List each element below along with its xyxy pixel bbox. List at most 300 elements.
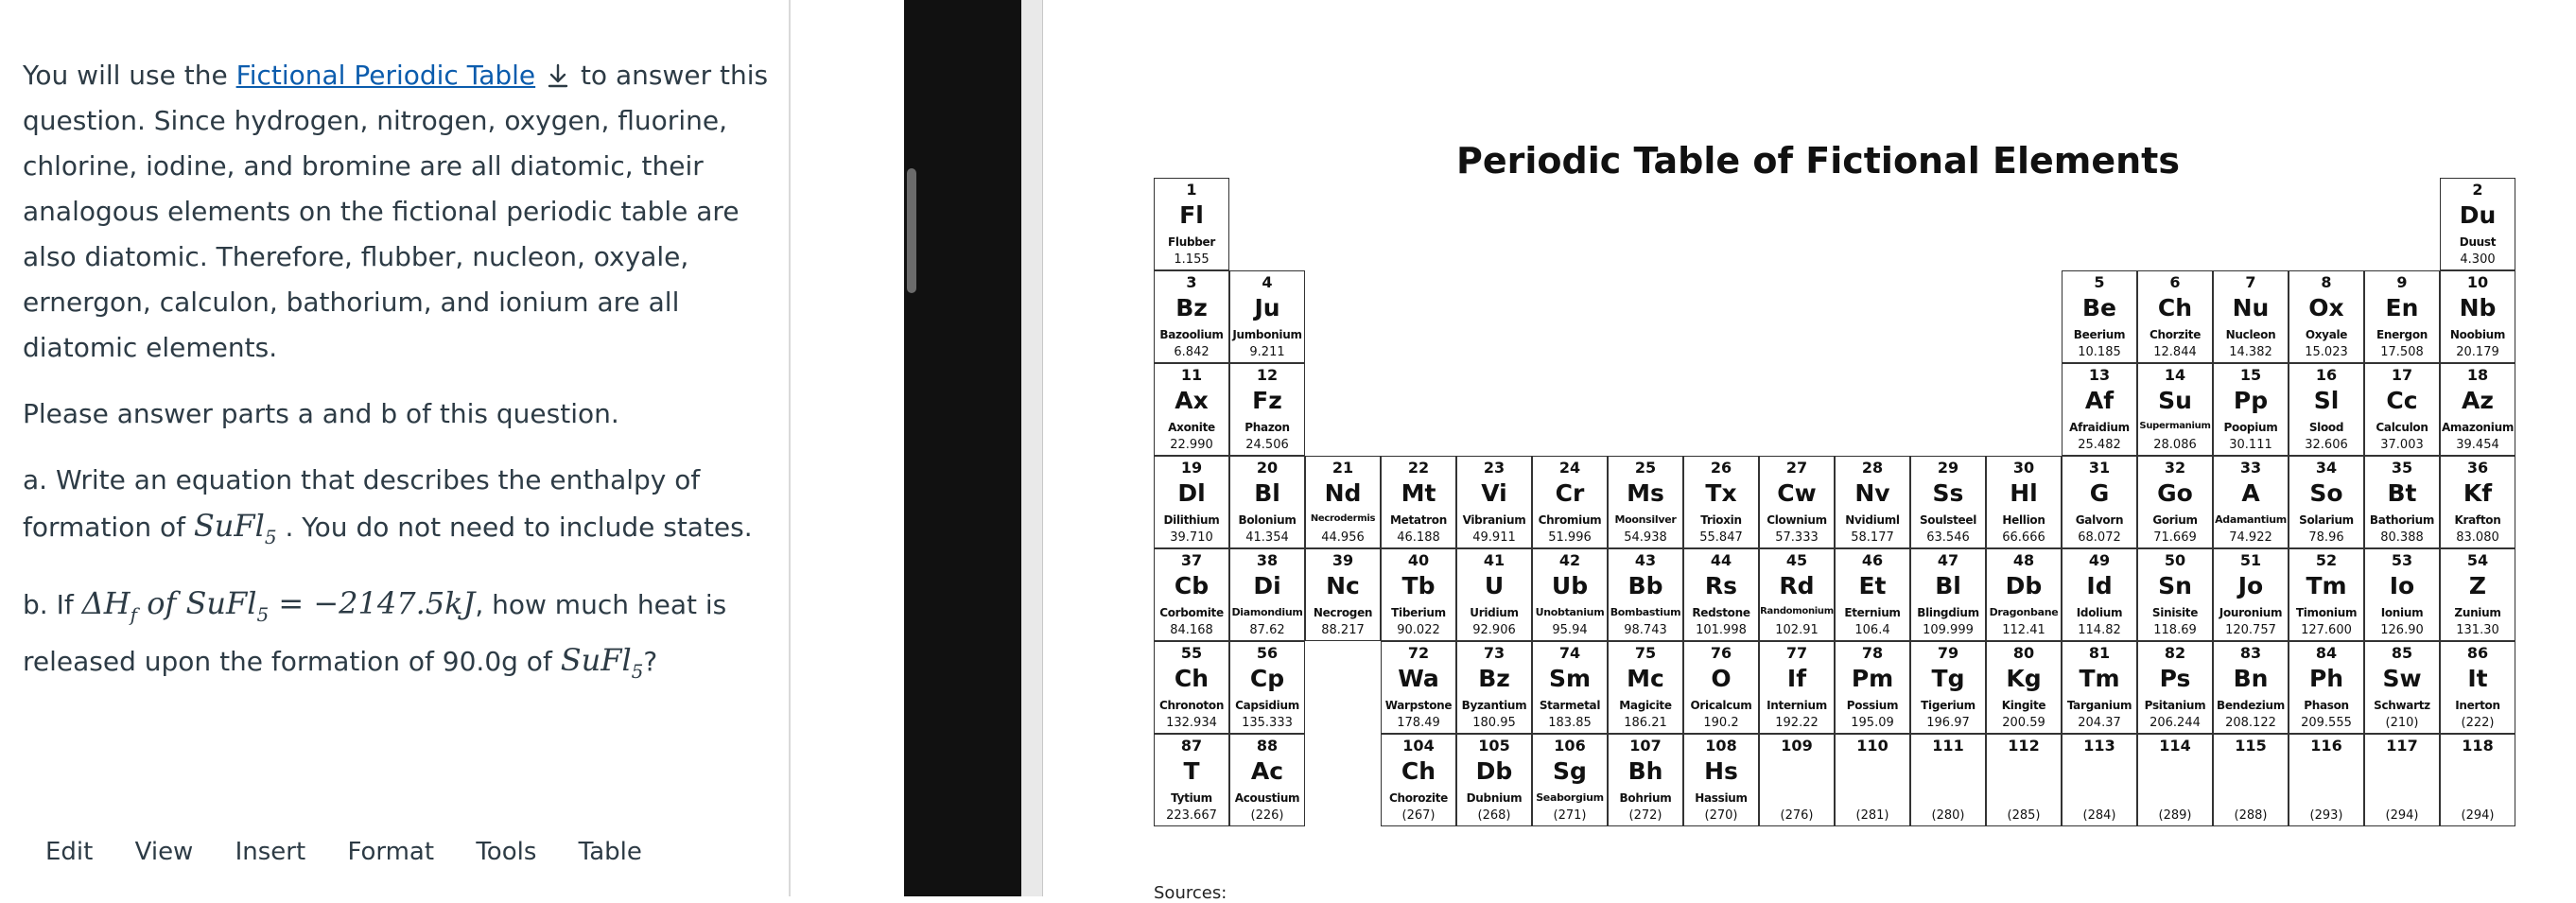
element-cell (2062, 456, 2137, 548)
question-paragraph-1 (23, 53, 779, 371)
element-name: Tytium (1171, 791, 1212, 805)
intro-text-after: to answer this question. Since hydrogen, nitrogen, oxygen, fluorine, chlorine, iodine, and bromine are all diatomic, their analogous elements on the fictional periodic table are also diatomic. Therefore, flubber, nucleon, oxyale, ernergon, calculon, bathorium, and ionium are all diatomic elements. (23, 60, 769, 363)
element-weight: 209.555 (2301, 716, 2352, 730)
element-weight: (281) (1855, 808, 1889, 823)
element-number: 36 (2466, 459, 2489, 477)
element-cell (1381, 734, 1456, 826)
element-weight: 14.382 (2229, 345, 2272, 359)
element-number: 19 (1180, 459, 1203, 477)
element-symbol: Pm (1851, 665, 1894, 692)
element-weight: 54.938 (1624, 530, 1667, 545)
fictional-periodic-table-link[interactable]: Fictional Periodic Table (235, 60, 536, 91)
element-name: Randomonium (1760, 606, 1834, 616)
element-cell (1986, 641, 2062, 734)
element-number: 18 (2466, 366, 2489, 384)
element-symbol: Vi (1481, 479, 1507, 507)
element-cell (2137, 456, 2213, 548)
element-number: 10 (2466, 273, 2489, 291)
element-name: Bombastium (1610, 606, 1681, 618)
element-symbol: O (1711, 665, 1732, 692)
element-weight: 20.179 (2456, 345, 2499, 359)
element-symbol: Hs (1704, 757, 1738, 785)
element-number: 85 (2391, 644, 2413, 662)
element-name: Supermanium (2139, 421, 2211, 431)
element-cell (2213, 548, 2289, 641)
element-name: Soulsteel (1919, 513, 1977, 527)
element-name: Magicite (1619, 699, 1672, 712)
element-name: Dilithium (1163, 513, 1220, 527)
periodic-table-title: Periodic Table of Fictional Elements (1456, 140, 2180, 182)
element-cell (1456, 548, 1532, 641)
element-number: 113 (2083, 737, 2115, 755)
element-symbol: Hl (2010, 479, 2038, 507)
element-symbol: Bh (1627, 757, 1663, 785)
menu-edit[interactable]: Edit (45, 838, 94, 866)
element-number: 16 (2315, 366, 2338, 384)
element-weight: (268) (1477, 808, 1511, 823)
element-symbol: Id (2086, 572, 2113, 599)
element-weight: 17.508 (2380, 345, 2424, 359)
element-symbol: Mc (1627, 665, 1664, 692)
element-name: Corbomite (1159, 606, 1224, 619)
element-symbol: Sn (2158, 572, 2192, 599)
element-name: Nvidiuml (1845, 513, 1900, 527)
element-cell (1229, 734, 1305, 826)
part-a-text: a. Write an equation that describes the enthalpy of formation of (23, 464, 701, 543)
element-name: Axonite (1168, 421, 1215, 434)
element-symbol: Su (2158, 387, 2192, 414)
element-name: Jumbonium (1232, 328, 1302, 341)
element-number: 111 (1932, 737, 1964, 755)
math-text: ΔH (81, 585, 131, 621)
element-symbol: Nu (2232, 294, 2270, 321)
intro-text: You will use the (23, 60, 236, 91)
element-number: 21 (1332, 459, 1354, 477)
element-symbol: If (1786, 665, 1807, 692)
element-number: 34 (2315, 459, 2338, 477)
element-number: 11 (1180, 366, 1203, 384)
element-number: 39 (1332, 551, 1354, 569)
math-subscript: 5 (256, 603, 270, 626)
element-name: Duust (2459, 235, 2497, 249)
element-symbol: T (1183, 757, 1200, 785)
element-name: Necrodermis (1310, 513, 1376, 524)
element-cell (1229, 270, 1305, 363)
element-cell (2364, 548, 2440, 641)
element-name: Bathorium (2369, 513, 2435, 527)
element-cell (1910, 641, 1986, 734)
element-symbol: Cp (1249, 665, 1285, 692)
element-symbol: Af (2084, 387, 2115, 414)
element-name: Unobtanium (1535, 606, 1605, 618)
element-cell (1835, 548, 1910, 641)
element-cell (1532, 641, 1608, 734)
element-cell (2137, 734, 2213, 826)
element-weight: (226) (1250, 808, 1284, 823)
element-symbol: Fz (1252, 387, 1282, 414)
element-cell (1229, 456, 1305, 548)
element-cell (2440, 270, 2515, 363)
element-name: Flubber (1168, 235, 1215, 249)
element-number: 44 (1710, 551, 1732, 569)
element-symbol: Bb (1627, 572, 1663, 599)
element-cell (2364, 456, 2440, 548)
element-cell (2364, 734, 2440, 826)
element-name: Chronoton (1158, 699, 1225, 712)
element-number: 116 (2310, 737, 2342, 755)
element-cell (1608, 734, 1683, 826)
element-symbol: Z (2468, 572, 2487, 599)
element-symbol: Jo (2237, 572, 2264, 599)
element-number: 53 (2391, 551, 2413, 569)
element-weight: 24.506 (1245, 438, 1289, 452)
element-cell (2289, 734, 2364, 826)
element-cell (1608, 456, 1683, 548)
element-cell (1456, 734, 1532, 826)
element-weight: (294) (2385, 808, 2419, 823)
element-number: 28 (1861, 459, 1884, 477)
element-weight: 9.211 (1249, 345, 1285, 359)
element-symbol: Di (1253, 572, 1281, 599)
element-symbol: Db (1475, 757, 1513, 785)
element-cell (1381, 456, 1456, 548)
element-symbol: Az (2462, 387, 2494, 414)
element-name: Diamondium (1231, 606, 1303, 618)
element-weight: 131.30 (2456, 623, 2499, 637)
element-weight: 114.82 (2078, 623, 2121, 637)
element-weight: (293) (2309, 808, 2343, 823)
element-number: 14 (2164, 366, 2186, 384)
element-weight: 30.111 (2229, 438, 2272, 452)
element-cell (2213, 270, 2289, 363)
element-number: 82 (2164, 644, 2186, 662)
element-cell (2440, 178, 2515, 270)
element-number: 37 (1180, 551, 1203, 569)
element-weight: (267) (1401, 808, 1436, 823)
element-number: 86 (2466, 644, 2489, 662)
element-cell (1683, 734, 1759, 826)
element-name: Chorzite (2149, 328, 2202, 341)
element-weight: 25.482 (2078, 438, 2121, 452)
element-number: 107 (1629, 737, 1662, 755)
element-cell (1229, 641, 1305, 734)
element-cell (2440, 734, 2515, 826)
element-number: 27 (1785, 459, 1808, 477)
element-name: Solarium (2299, 513, 2354, 527)
element-name: Tigerium (1921, 699, 1976, 712)
element-number: 23 (1483, 459, 1506, 477)
element-name: Ionium (2380, 606, 2424, 619)
element-symbol: Tm (2306, 572, 2347, 599)
element-number: 83 (2239, 644, 2262, 662)
element-number: 29 (1937, 459, 1959, 477)
element-weight: 57.333 (1775, 530, 1819, 545)
element-name: Bohrium (1619, 791, 1672, 805)
element-weight: 204.37 (2078, 716, 2121, 730)
element-name: Sinisite (2151, 606, 2199, 619)
menu-tools[interactable]: Tools (476, 838, 537, 866)
element-name: Internium (1767, 699, 1827, 712)
element-number: 47 (1937, 551, 1959, 569)
math-text: of SuFl (137, 585, 257, 621)
element-weight: 49.911 (1472, 530, 1516, 545)
element-weight: 10.185 (2078, 345, 2121, 359)
element-name: Necrogen (1313, 606, 1373, 619)
element-name: Possium (1846, 699, 1899, 712)
panel-gap (791, 0, 904, 896)
element-weight: 190.2 (1703, 716, 1739, 730)
scrollbar-thumb[interactable] (907, 168, 916, 293)
element-name: Metatron (1390, 513, 1447, 527)
element-weight: 80.388 (2380, 530, 2424, 545)
element-name: Blingdium (1917, 606, 1979, 619)
element-name: Hassium (1695, 791, 1748, 805)
element-weight: (210) (2385, 716, 2419, 730)
element-number: 114 (2159, 737, 2191, 755)
element-name: Bolonium (1238, 513, 1297, 527)
element-weight: 88.217 (1321, 623, 1365, 637)
element-name: Beerium (2073, 328, 2126, 341)
element-cell (1986, 734, 2062, 826)
element-name: Moonsilver (1614, 513, 1677, 526)
element-name: Clownium (1767, 513, 1827, 527)
element-cell (2137, 641, 2213, 734)
element-cell (1229, 363, 1305, 456)
menu-format[interactable]: Format (347, 838, 435, 866)
element-symbol: So (2309, 479, 2343, 507)
element-cell (1305, 548, 1381, 641)
element-weight: 109.999 (1923, 623, 1974, 637)
element-symbol: Ju (1254, 294, 1280, 321)
element-symbol: Go (2157, 479, 2193, 507)
element-weight: 68.072 (2078, 530, 2121, 545)
element-cell (2364, 641, 2440, 734)
part-b-text-after: , how much heat is released upon the formation of 90.0g of (23, 589, 727, 677)
element-number: 110 (1856, 737, 1888, 755)
element-name: Idolium (2076, 606, 2123, 619)
element-name: Kingite (2001, 699, 2046, 712)
element-weight: (272) (1628, 808, 1662, 823)
element-weight: 180.95 (1472, 716, 1516, 730)
element-symbol: Fl (1179, 201, 1204, 229)
element-number: 7 (2245, 273, 2256, 291)
element-name: Nucleon (2225, 328, 2276, 341)
element-cell (1229, 548, 1305, 641)
element-cell (1456, 456, 1532, 548)
element-weight: 39.710 (1170, 530, 1213, 545)
element-symbol: Mt (1401, 479, 1436, 507)
element-cell (1154, 548, 1229, 641)
element-cell (2364, 270, 2440, 363)
question-paragraph-2: Please answer parts a and b of this question. (23, 398, 619, 429)
element-number: 31 (2088, 459, 2111, 477)
element-cell (1910, 456, 1986, 548)
element-weight: (280) (1931, 808, 1965, 823)
element-cell (2062, 363, 2137, 456)
element-name: Afraidium (2069, 421, 2130, 434)
part-a-text-after: . You do not need to include states. (276, 512, 753, 543)
element-symbol: Cw (1777, 479, 1817, 507)
element-weight: 78.96 (2308, 530, 2344, 545)
element-symbol: Cb (1174, 572, 1210, 599)
element-number: 1 (1186, 181, 1197, 199)
element-number: 43 (1634, 551, 1657, 569)
element-cell (2137, 548, 2213, 641)
element-weight: 206.244 (2150, 716, 2201, 730)
element-weight: 41.354 (1245, 530, 1289, 545)
element-number: 25 (1634, 459, 1657, 477)
element-symbol: Ox (2308, 294, 2344, 321)
element-number: 84 (2315, 644, 2338, 662)
element-weight: (276) (1780, 808, 1814, 823)
element-cell (1608, 641, 1683, 734)
element-weight: 183.85 (1548, 716, 1592, 730)
element-weight: 46.188 (1397, 530, 1440, 545)
element-weight: 196.97 (1926, 716, 1970, 730)
element-name: Targanium (2066, 699, 2132, 712)
element-weight: 186.21 (1624, 716, 1667, 730)
element-cell (1154, 456, 1229, 548)
menu-table[interactable]: Table (578, 838, 642, 866)
element-cell (1910, 548, 1986, 641)
element-cell (2289, 270, 2364, 363)
element-number: 40 (1407, 551, 1430, 569)
element-symbol: Nb (2459, 294, 2497, 321)
question-part-a (23, 458, 779, 560)
element-symbol: Bn (2233, 665, 2269, 692)
element-cell (1910, 734, 1986, 826)
element-cell (1381, 548, 1456, 641)
element-cell (2440, 363, 2515, 456)
editor-menubar (45, 838, 676, 866)
element-cell (1759, 456, 1835, 548)
element-weight: 118.69 (2153, 623, 2197, 637)
element-cell (1683, 456, 1759, 548)
element-symbol: Ax (1175, 387, 1209, 414)
element-number: 26 (1710, 459, 1732, 477)
element-weight: 58.177 (1851, 530, 1894, 545)
element-name: Dragonbane (1989, 606, 2059, 618)
menu-insert[interactable]: Insert (235, 838, 306, 866)
element-weight: 135.333 (1242, 716, 1293, 730)
element-number: 13 (2088, 366, 2111, 384)
element-number: 17 (2391, 366, 2413, 384)
element-weight: 126.90 (2380, 623, 2424, 637)
element-number: 55 (1180, 644, 1203, 662)
element-name: Uridium (1470, 606, 1519, 619)
element-name: Gorium (2152, 513, 2198, 527)
element-number: 8 (2321, 273, 2332, 291)
element-name: Chorozite (1388, 791, 1449, 805)
element-number: 4 (1262, 273, 1273, 291)
element-name: Energon (2376, 328, 2428, 341)
element-symbol: Sm (1548, 665, 1592, 692)
element-symbol: Tm (2079, 665, 2120, 692)
element-name: Psitanium (2144, 699, 2206, 712)
element-number: 76 (1710, 644, 1732, 662)
element-weight: (270) (1704, 808, 1738, 823)
element-number: 38 (1256, 551, 1279, 569)
element-symbol: Tg (1931, 665, 1965, 692)
element-number: 20 (1256, 459, 1279, 477)
element-number: 115 (2235, 737, 2267, 755)
element-name: Zunium (2454, 606, 2501, 619)
element-weight: 22.990 (1170, 438, 1213, 452)
element-cell (2289, 641, 2364, 734)
element-symbol: Bz (1478, 665, 1510, 692)
element-symbol: Du (2459, 201, 2497, 229)
element-name: Schwartz (2374, 699, 2430, 712)
element-cell (1154, 641, 1229, 734)
element-cell (2289, 548, 2364, 641)
element-cell (1835, 734, 1910, 826)
element-weight: 132.934 (1166, 716, 1217, 730)
element-number: 32 (2164, 459, 2186, 477)
element-cell (1305, 456, 1381, 548)
element-weight: 84.168 (1170, 623, 1213, 637)
element-number: 30 (2012, 459, 2035, 477)
element-symbol: Ch (2157, 294, 2193, 321)
element-name: Timonium (2295, 606, 2358, 619)
element-number: 48 (2012, 551, 2035, 569)
element-number: 51 (2239, 551, 2262, 569)
element-weight: 200.59 (2002, 716, 2045, 730)
element-number: 12 (1256, 366, 1279, 384)
element-weight: 15.023 (2305, 345, 2348, 359)
element-cell (1154, 178, 1229, 270)
menu-view[interactable]: View (134, 838, 194, 866)
formula-text: SuFl (560, 642, 632, 678)
element-name: Acoustium (1234, 791, 1300, 805)
element-cell (1608, 548, 1683, 641)
element-symbol: Ms (1627, 479, 1664, 507)
element-symbol: It (2467, 665, 2488, 692)
element-cell (2062, 641, 2137, 734)
element-number: 106 (1554, 737, 1586, 755)
element-name: Warpstone (1384, 699, 1453, 712)
element-weight: 178.49 (1397, 716, 1440, 730)
element-number: 22 (1407, 459, 1430, 477)
math-subscript: f (130, 603, 138, 626)
element-cell (1456, 641, 1532, 734)
element-weight: 66.666 (2002, 530, 2045, 545)
element-weight: 1.155 (1174, 252, 1210, 267)
element-name: Byzantium (1461, 699, 1527, 712)
element-name: Slood (2308, 421, 2344, 434)
element-name: Eternium (1844, 606, 1901, 619)
element-weight: 87.62 (1249, 623, 1285, 637)
element-cell (1759, 734, 1835, 826)
element-symbol: Ss (1932, 479, 1964, 507)
element-name: Phason (2304, 699, 2349, 712)
math-text: = −2147.5kJ (269, 585, 476, 621)
element-symbol: Bz (1175, 294, 1208, 321)
element-number: 56 (1256, 644, 1279, 662)
element-symbol: Dl (1177, 479, 1206, 507)
element-cell (2213, 734, 2289, 826)
element-cell (2137, 363, 2213, 456)
element-symbol: Sl (2313, 387, 2340, 414)
element-cell (2440, 641, 2515, 734)
question-text (23, 53, 779, 715)
element-name: Inerton (2455, 699, 2500, 712)
element-symbol: Bl (1935, 572, 1961, 599)
element-name: Oricalcum (1690, 699, 1752, 712)
element-name: Krafton (2454, 513, 2501, 527)
document-gutter (1021, 0, 1043, 896)
download-icon[interactable] (544, 59, 572, 87)
element-weight: 12.844 (2153, 345, 2197, 359)
